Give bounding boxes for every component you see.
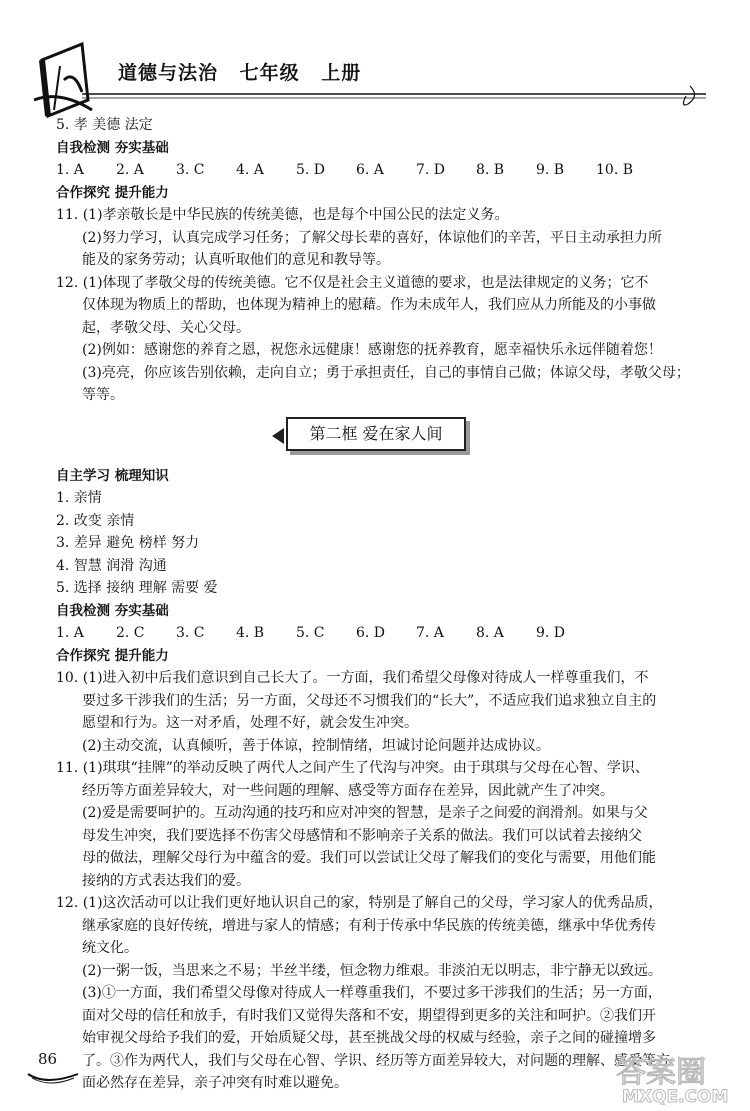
s2-q12-3a: (3)①一方面，我们希望父母像对待成人一样尊重我们，不要过多干涉我们的生活；另一方面， — [82, 985, 662, 1001]
s1-heading-self-check: 自我检测 夯实基础 — [56, 139, 169, 156]
s1-answer: 4. A — [236, 162, 264, 178]
subject-title: 道德与法治 — [118, 62, 219, 84]
s2-q10-1b: 要过多干涉我们的生活；另一方面，父母还不习惯我们的“长大”，不适应我们追求独立自主的 — [82, 692, 657, 709]
header-title — [118, 58, 375, 85]
s1-q11-2b: 能及的家务劳动；认真听取他们的意见和教导等。 — [82, 252, 390, 268]
s1-q12-1b: 仅体现为物质上的帮助，也体现为精神上的慰藉。作为未成年人，我们应从力所能及的小事做 — [82, 297, 656, 313]
s2-heading-self-check: 自我检测 夯实基础 — [56, 602, 169, 619]
s1-answer: 1. A — [56, 162, 84, 178]
s2-knowledge-1: 1. 亲情 — [56, 490, 102, 506]
s1-answer: 2. A — [116, 162, 144, 178]
s1-q11-1: 11. (1)孝亲敬长是中华民族的传统美德，也是每个中国公民的法定义务。 — [56, 207, 509, 223]
s2-knowledge-5: 5. 选择 接纳 理解 需要 爱 — [56, 580, 218, 596]
section-banner: 第二框 爱在家人间 — [286, 417, 466, 451]
s2-answer: 8. A — [476, 625, 504, 641]
s2-q11-2b: 母发生冲突，我们要选择不伤害父母感情和不影响亲子关系的做法。我们可以试着去接纳父 — [82, 827, 642, 844]
s2-answer: 1. A — [56, 625, 84, 641]
s1-answer: 3. C — [176, 162, 205, 178]
s2-answer: 9. D — [536, 625, 566, 641]
s1-answer: 9. B — [536, 162, 565, 178]
s1-q12-1a: 12. (1)体现了孝敬父母的传统美德。它不仅是社会主义道德的要求，也是法律规定的义务；它不 — [56, 274, 649, 291]
s2-knowledge-4: 4. 智慧 润滑 沟通 — [56, 557, 167, 574]
s1-q12-1c: 起，孝敬父母、关心父母。 — [82, 319, 250, 336]
s1-answer: 5. D — [296, 162, 326, 178]
grade-title: 七年级 — [239, 62, 300, 84]
s2-q10-1c: 愿望和行为。这一对矛盾，处理不好，就会发生冲突。 — [82, 715, 418, 731]
s2-q12-3b: 面对父母的信任和放手，有时我们又觉得失落和不安，期望得到更多的关注和呵护。②我们开 — [82, 1007, 656, 1024]
watermark-url: MXQE.COM — [622, 1087, 729, 1106]
s2-q12-2: (2)一粥一饭，当思来之不易；半丝半缕，恒念物力维艰。非淡泊无以明志，非宁静无以致远。 — [82, 962, 662, 979]
s2-q11-2a: (2)爱是需要呵护的。互动沟通的技巧和应对冲突的智慧，是亲子之间爱的润滑剂。如果与父 — [82, 805, 648, 821]
banner-arrow-icon — [272, 428, 284, 444]
page-number: 86 — [38, 1050, 58, 1068]
s2-answer: 2. C — [116, 625, 145, 641]
watermark-text: 答案圈 — [616, 1055, 706, 1090]
s2-knowledge-2: 2. 改变 亲情 — [56, 512, 135, 529]
s2-answer: 4. B — [236, 625, 265, 641]
s1-answer: 6. A — [356, 162, 384, 178]
s1-answer-row — [56, 159, 706, 182]
s2-heading-inquiry: 合作探究 提升能力 — [56, 647, 169, 664]
s2-q10-1a: 10. (1)进入初中后我们意识到自己长大了。一方面，我们希望父母像对待成人一样尊重我们，不 — [56, 670, 649, 686]
s1-answer: 10. B — [596, 162, 634, 178]
s2-q11-1a: 11. (1)琪琪“挂牌”的举动反映了两代人之间产生了代沟与冲突。由于琪琪与父母在心智、学识、 — [56, 760, 649, 776]
volume-title: 上册 — [321, 62, 362, 84]
s2-q12-3e: 面必然存在差异，亲子冲突有时难以避免。 — [82, 1075, 348, 1091]
s2-answer: 3. C — [176, 625, 205, 641]
s1-line5: 5. 孝 美德 法定 — [56, 117, 153, 133]
s2-q12-1c: 统文化。 — [82, 940, 138, 956]
s1-q11-2a: (2)努力学习，认真完成学习任务；了解父母长辈的喜好，体谅他们的辛苦，平日主动承担力所 — [82, 229, 662, 246]
s2-q11-2d: 接纳的方式表达我们的爱。 — [82, 872, 250, 889]
s2-q12-1b: 继承家庭的良好传统，增进与家人的情感；有利于传承中华民族的传统美德，继承中华优秀传 — [82, 917, 656, 934]
s2-answer: 6. D — [356, 625, 386, 641]
s1-answer: 8. B — [476, 162, 505, 178]
s2-q10-2: (2)主动交流，认真倾听，善于体谅，控制情绪，坦诚讨论问题并达成协议。 — [82, 737, 550, 754]
header-rule — [0, 82, 750, 112]
s2-q11-1b: 经历等方面差异较大，对一些问题的理解、感受等方面存在差异，因此就产生了冲突。 — [82, 782, 614, 799]
page-content — [56, 114, 706, 1095]
page-header — [0, 0, 750, 120]
s2-answer: 7. A — [416, 625, 444, 641]
s2-knowledge-3: 3. 差异 避免 榜样 努力 — [56, 535, 200, 551]
s1-q12-3a: (3)亮亮，你应该告别依赖，走向自立；勇于承担责任，自己的事情自己做；体谅父母，孝敬父母； — [82, 364, 690, 381]
s2-q12-1a: 12. (1)这次活动可以让我们更好地认识自己的家，特别是了解自己的父母，学习家人的优秀品质， — [56, 895, 663, 911]
s2-q12-3c: 始审视父母给予我们的爱，开始质疑父母，甚至挑战父母的权威与经验，亲子之间的碰撞增多 — [82, 1030, 656, 1046]
s2-q12-3d: 了。③作为两代人，我们与父母在心智、学识、经历等方面差异较大，对问题的理解、感受等方 — [82, 1052, 670, 1069]
s2-q11-2c: 母的做法，理解父母行为中蕴含的爱。我们可以尝试让父母了解我们的变化与需要，用他们能 — [82, 850, 656, 866]
s2-answer: 5. C — [296, 625, 325, 641]
s2-answer-row — [56, 622, 706, 645]
section-banner-row — [56, 407, 706, 465]
s1-q12-2: (2)例如：感谢您的养育之恩，祝您永远健康！感谢您的抚养教育，愿幸福快乐永远伴随着您！ — [82, 342, 662, 358]
s1-q12-3b: 等等。 — [82, 387, 124, 403]
s1-heading-inquiry: 合作探究 提升能力 — [56, 184, 169, 201]
watermark-logo — [612, 1050, 742, 1106]
s2-heading-study: 自主学习 梳理知识 — [56, 467, 169, 484]
s1-answer: 7. D — [416, 162, 446, 178]
